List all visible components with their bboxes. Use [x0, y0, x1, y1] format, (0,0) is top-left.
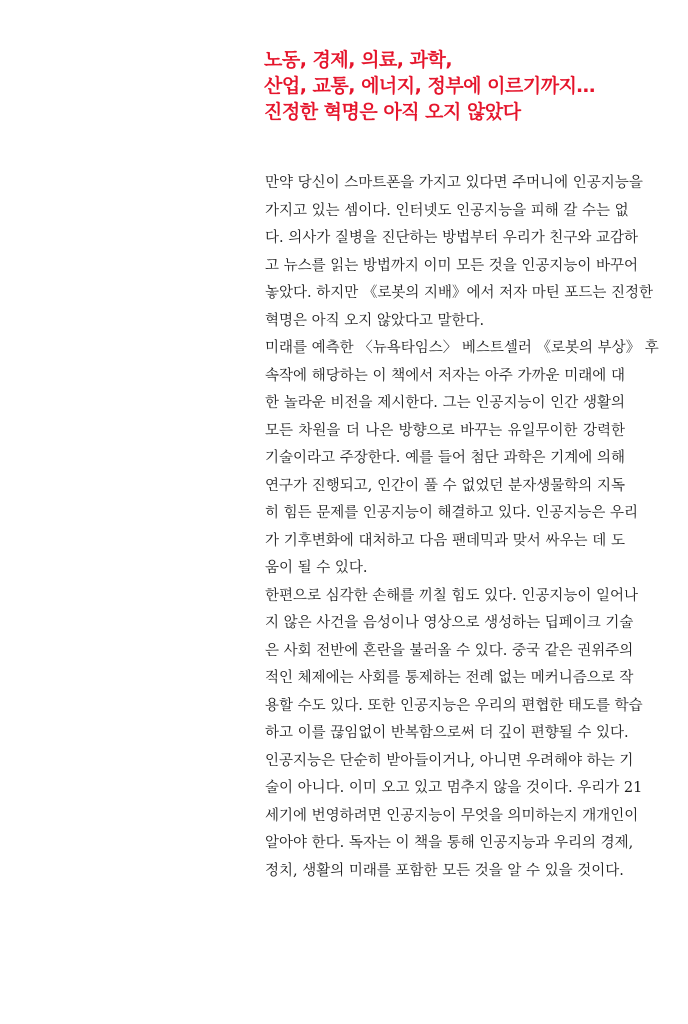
- text-line: 가지고 있는 셈이다. 인터넷도 인공지능을 피해 갈 수는 없: [265, 202, 629, 219]
- text-line: 세기에 번영하려면 인공지능이 무엇을 의미하는지 개개인이: [265, 807, 639, 824]
- text-line: 지 않은 사건을 음성이나 영상으로 생성하는 딥페이크 기술: [265, 615, 634, 631]
- headline-line: 산업, 교통, 에너지, 정부에 이르기까지…: [264, 75, 595, 97]
- text-line: 가 기후변화에 대처하고 다음 팬데믹과 맞서 싸우는 데 도: [265, 532, 625, 549]
- text-line: 정치, 생활의 미래를 포함한 모든 것을 알 수 있을 것이다.: [265, 862, 624, 879]
- text-line: 한 놀라운 비전을 제시한다. 그는 인공지능이 인간 생활의: [265, 395, 625, 411]
- text-line: 술이 아니다. 이미 오고 있고 멈추지 않을 것이다. 우리가 21: [265, 780, 643, 796]
- text-line: 은 사회 전반에 혼란을 불러올 수 있다. 중국 같은 권위주의: [265, 642, 634, 659]
- text-line: 인공지능은 단순히 받아들이거나, 아니면 우려해야 하는 기: [265, 752, 634, 769]
- text-line: 놓았다. 하지만 《로봇의 지배》에서 저자 마틴 포드는 진정한: [265, 285, 654, 301]
- text-line: 혁명은 아직 오지 않았다고 말한다.: [265, 312, 485, 329]
- text-line: 만약 당신이 스마트폰을 가지고 있다면 주머니에 인공지능을: [265, 175, 643, 191]
- headline-line: 진정한 혁명은 아직 오지 않았다: [264, 101, 521, 123]
- text-line: 속작에 해당하는 이 책에서 저자는 아주 가까운 미래에 대: [265, 367, 625, 384]
- text-line: 연구가 진행되고, 인간이 풀 수 없었던 분자생물학의 지독: [265, 477, 625, 494]
- text-line: 미래를 예측한 〈뉴욕타임스〉 베스트셀러 《로봇의 부상》 후: [265, 340, 659, 356]
- headline-line: 노동, 경제, 의료, 과학,: [264, 49, 453, 71]
- text-line: 알아야 한다. 독자는 이 책을 통해 인공지능과 우리의 경제,: [265, 835, 634, 851]
- paragraph: [265, 335, 659, 583]
- paragraph: [265, 583, 643, 748]
- text-line: 고 뉴스를 읽는 방법까지 이미 모든 것을 인공지능이 바꾸어: [265, 257, 639, 274]
- paragraph: [265, 170, 654, 335]
- book-description: [265, 170, 659, 885]
- paragraph: [265, 748, 643, 886]
- text-line: 용할 수도 있다. 또한 인공지능은 우리의 편협한 태도를 학습: [265, 697, 643, 714]
- text-line: 한편으로 심각한 손해를 끼칠 힘도 있다. 인공지능이 일어나: [265, 587, 639, 604]
- text-line: 하고 이를 끊임없이 반복함으로써 더 깊이 편향될 수 있다.: [265, 725, 629, 741]
- text-line: 히 힘든 문제를 인공지능이 해결하고 있다. 인공지능은 우리: [265, 505, 639, 521]
- text-line: 모든 차원을 더 나은 방향으로 바꾸는 유일무이한 강력한: [265, 422, 625, 439]
- text-line: 다. 의사가 질병을 진단하는 방법부터 우리가 친구와 교감하: [265, 230, 639, 246]
- text-line: 기술이라고 주장한다. 예를 들어 첨단 과학은 기계에 의해: [265, 450, 625, 466]
- text-line: 움이 될 수 있다.: [265, 560, 368, 576]
- headline: [264, 47, 595, 125]
- text-line: 적인 체제에는 사회를 통제하는 전례 없는 메커니즘으로 작: [265, 670, 634, 686]
